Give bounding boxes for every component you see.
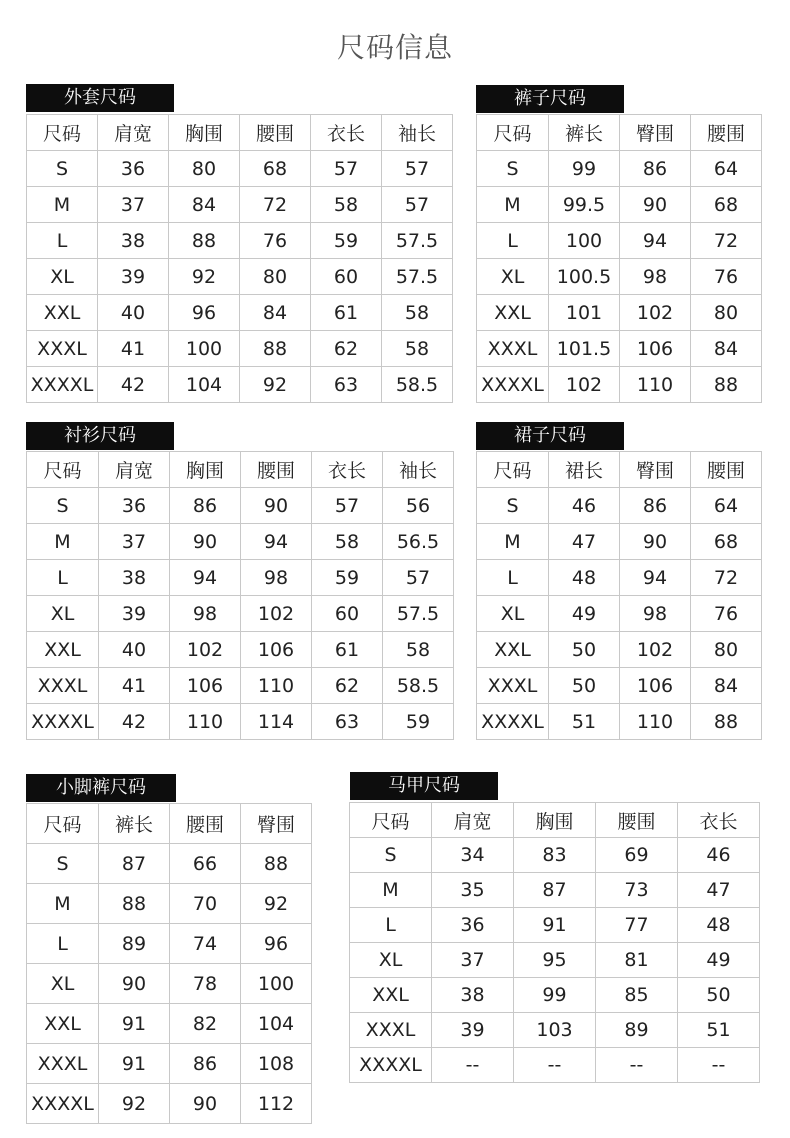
measurement-cell: 59 <box>383 704 454 740</box>
measurement-cell: 57 <box>311 151 382 187</box>
table-row <box>350 943 760 978</box>
table-row <box>477 331 762 367</box>
measurement-cell: 36 <box>99 488 170 524</box>
header-row <box>477 452 762 488</box>
table-row <box>477 704 762 740</box>
column-header: 衣长 <box>678 803 760 838</box>
column-header: 尺码 <box>27 804 99 844</box>
column-header: 裤长 <box>99 804 170 844</box>
size-label-cell: XL <box>27 596 99 632</box>
pants-size-table <box>476 114 762 403</box>
measurement-cell: 76 <box>240 223 311 259</box>
size-label-cell: M <box>477 524 549 560</box>
measurement-cell: 68 <box>240 151 311 187</box>
table-row <box>27 704 454 740</box>
measurement-cell: 57 <box>383 560 454 596</box>
table-row <box>27 524 454 560</box>
measurement-cell: 58.5 <box>383 668 454 704</box>
header-row <box>27 804 312 844</box>
size-label-cell: XL <box>27 964 99 1004</box>
table-row <box>350 1048 760 1083</box>
measurement-cell: 73 <box>596 873 678 908</box>
measurement-cell: -- <box>596 1048 678 1083</box>
measurement-cell: 51 <box>549 704 620 740</box>
measurement-cell: 110 <box>170 704 241 740</box>
measurement-cell: 86 <box>620 488 691 524</box>
measurement-cell: 102 <box>549 367 620 403</box>
measurement-cell: 91 <box>514 908 596 943</box>
measurement-cell: 82 <box>170 1004 241 1044</box>
table-row <box>27 668 454 704</box>
measurement-cell: 57 <box>312 488 383 524</box>
size-label-cell: XXXXL <box>350 1048 432 1083</box>
measurement-cell: 86 <box>170 488 241 524</box>
size-label-cell: L <box>477 560 549 596</box>
measurement-cell: 88 <box>691 704 762 740</box>
measurement-cell: 80 <box>240 259 311 295</box>
measurement-cell: 100 <box>241 964 312 1004</box>
measurement-cell: 46 <box>678 838 760 873</box>
measurement-cell: 40 <box>99 632 170 668</box>
measurement-cell: 101 <box>549 295 620 331</box>
size-label-cell: XXXL <box>27 1044 99 1084</box>
header-row <box>27 115 453 151</box>
measurement-cell: 90 <box>241 488 312 524</box>
table-row <box>27 259 453 295</box>
table-row <box>27 331 453 367</box>
measurement-cell: -- <box>678 1048 760 1083</box>
measurement-cell: 80 <box>691 295 762 331</box>
table-row <box>27 560 454 596</box>
measurement-cell: 106 <box>620 668 691 704</box>
column-header: 胸围 <box>170 452 241 488</box>
size-label-cell: XL <box>477 259 549 295</box>
column-header: 腰围 <box>170 804 241 844</box>
measurement-cell: 59 <box>311 223 382 259</box>
measurement-cell: 38 <box>432 978 514 1013</box>
measurement-cell: 94 <box>241 524 312 560</box>
measurement-cell: 83 <box>514 838 596 873</box>
column-header: 腰围 <box>596 803 678 838</box>
measurement-cell: 110 <box>620 367 691 403</box>
size-label-cell: L <box>477 223 549 259</box>
column-header: 衣长 <box>311 115 382 151</box>
size-label-cell: XXXL <box>477 331 549 367</box>
measurement-cell: 38 <box>98 223 169 259</box>
measurement-cell: 51 <box>678 1013 760 1048</box>
measurement-cell: 41 <box>99 668 170 704</box>
measurement-cell: 50 <box>678 978 760 1013</box>
measurement-cell: 86 <box>170 1044 241 1084</box>
measurement-cell: 56 <box>383 488 454 524</box>
measurement-cell: 99.5 <box>549 187 620 223</box>
measurement-cell: 50 <box>549 632 620 668</box>
measurement-cell: 58 <box>311 187 382 223</box>
size-label-cell: XL <box>477 596 549 632</box>
table-row <box>27 844 312 884</box>
measurement-cell: 61 <box>311 295 382 331</box>
measurement-cell: 84 <box>691 668 762 704</box>
table-row <box>477 151 762 187</box>
measurement-cell: 106 <box>241 632 312 668</box>
column-header: 肩宽 <box>98 115 169 151</box>
table-row <box>477 596 762 632</box>
skirt-section-label: 裙子尺码 <box>476 422 624 450</box>
table-row <box>27 1084 312 1124</box>
column-header: 臀围 <box>241 804 312 844</box>
size-label-cell: XXXXL <box>27 1084 99 1124</box>
measurement-cell: 57.5 <box>383 596 454 632</box>
header-row <box>477 115 762 151</box>
column-header: 尺码 <box>27 115 98 151</box>
measurement-cell: 35 <box>432 873 514 908</box>
measurement-cell: 90 <box>99 964 170 1004</box>
measurement-cell: 37 <box>432 943 514 978</box>
measurement-cell: 70 <box>170 884 241 924</box>
measurement-cell: 91 <box>99 1004 170 1044</box>
column-header: 胸围 <box>514 803 596 838</box>
measurement-cell: 57 <box>382 151 453 187</box>
size-label-cell: L <box>27 924 99 964</box>
measurement-cell: 110 <box>241 668 312 704</box>
measurement-cell: 36 <box>98 151 169 187</box>
page-title: 尺码信息 <box>336 31 453 64</box>
measurement-cell: 49 <box>678 943 760 978</box>
table-row <box>27 151 453 187</box>
measurement-cell: 63 <box>312 704 383 740</box>
size-label-cell: XXXXL <box>27 704 99 740</box>
size-label-cell: S <box>477 488 549 524</box>
shirt-size-table <box>26 451 454 740</box>
size-label-cell: M <box>27 187 98 223</box>
measurement-cell: 72 <box>691 223 762 259</box>
column-header: 尺码 <box>350 803 432 838</box>
measurement-cell: 58 <box>312 524 383 560</box>
measurement-cell: 64 <box>691 151 762 187</box>
measurement-cell: 74 <box>170 924 241 964</box>
measurement-cell: 101.5 <box>549 331 620 367</box>
measurement-cell: 77 <box>596 908 678 943</box>
measurement-cell: 94 <box>620 223 691 259</box>
column-header: 臀围 <box>620 115 691 151</box>
measurement-cell: 62 <box>311 331 382 367</box>
measurement-cell: 66 <box>170 844 241 884</box>
measurement-cell: 46 <box>549 488 620 524</box>
size-label-cell: S <box>350 838 432 873</box>
measurement-cell: 112 <box>241 1084 312 1124</box>
measurement-cell: 98 <box>170 596 241 632</box>
measurement-cell: 88 <box>169 223 240 259</box>
measurement-cell: 94 <box>170 560 241 596</box>
measurement-cell: 39 <box>99 596 170 632</box>
table-row <box>477 223 762 259</box>
measurement-cell: 69 <box>596 838 678 873</box>
measurement-cell: 108 <box>241 1044 312 1084</box>
measurement-cell: 58 <box>382 295 453 331</box>
size-label-cell: S <box>27 844 99 884</box>
measurement-cell: 114 <box>241 704 312 740</box>
measurement-cell: 92 <box>99 1084 170 1124</box>
jacket-section-label: 外套尺码 <box>26 84 174 112</box>
measurement-cell: 81 <box>596 943 678 978</box>
measurement-cell: 72 <box>240 187 311 223</box>
measurement-cell: 90 <box>620 187 691 223</box>
measurement-cell: 80 <box>169 151 240 187</box>
measurement-cell: 58 <box>382 331 453 367</box>
measurement-cell: 38 <box>99 560 170 596</box>
measurement-cell: 78 <box>170 964 241 1004</box>
size-label-cell: S <box>27 488 99 524</box>
table-row <box>27 187 453 223</box>
table-row <box>27 295 453 331</box>
measurement-cell: 48 <box>678 908 760 943</box>
measurement-cell: 90 <box>620 524 691 560</box>
measurement-cell: 86 <box>620 151 691 187</box>
measurement-cell: 59 <box>312 560 383 596</box>
vest-section-label: 马甲尺码 <box>350 772 498 800</box>
measurement-cell: 90 <box>170 1084 241 1124</box>
measurement-cell: 90 <box>170 524 241 560</box>
size-label-cell: XXL <box>350 978 432 1013</box>
measurement-cell: 76 <box>691 259 762 295</box>
table-row <box>350 908 760 943</box>
measurement-cell: 100 <box>549 223 620 259</box>
measurement-cell: 88 <box>240 331 311 367</box>
table-row <box>27 924 312 964</box>
measurement-cell: 110 <box>620 704 691 740</box>
measurement-cell: 34 <box>432 838 514 873</box>
measurement-cell: 102 <box>620 295 691 331</box>
measurement-cell: 57.5 <box>382 223 453 259</box>
size-label-cell: L <box>27 223 98 259</box>
column-header: 胸围 <box>169 115 240 151</box>
size-label-cell: XXL <box>477 295 549 331</box>
table-row <box>477 295 762 331</box>
jacket-size-table <box>26 114 453 403</box>
measurement-cell: -- <box>514 1048 596 1083</box>
measurement-cell: 42 <box>98 367 169 403</box>
column-header: 袖长 <box>382 115 453 151</box>
measurement-cell: 87 <box>514 873 596 908</box>
measurement-cell: 99 <box>514 978 596 1013</box>
measurement-cell: 60 <box>312 596 383 632</box>
measurement-cell: 102 <box>170 632 241 668</box>
size-label-cell: XL <box>350 943 432 978</box>
table-row <box>350 873 760 908</box>
size-label-cell: M <box>27 524 99 560</box>
table-row <box>477 632 762 668</box>
table-row <box>27 596 454 632</box>
measurement-cell: 92 <box>240 367 311 403</box>
measurement-cell: 106 <box>620 331 691 367</box>
measurement-cell: 57 <box>382 187 453 223</box>
measurement-cell: 85 <box>596 978 678 1013</box>
size-label-cell: XXXL <box>27 331 98 367</box>
measurement-cell: 87 <box>99 844 170 884</box>
table-row <box>477 488 762 524</box>
measurement-cell: 92 <box>169 259 240 295</box>
measurement-cell: 76 <box>691 596 762 632</box>
table-row <box>477 367 762 403</box>
size-label-cell: S <box>27 151 98 187</box>
size-label-cell: XXXXL <box>27 367 98 403</box>
measurement-cell: 39 <box>98 259 169 295</box>
measurement-cell: 61 <box>312 632 383 668</box>
measurement-cell: 42 <box>99 704 170 740</box>
measurement-cell: 88 <box>99 884 170 924</box>
measurement-cell: 64 <box>691 488 762 524</box>
size-label-cell: L <box>27 560 99 596</box>
size-label-cell: XXXL <box>477 668 549 704</box>
measurement-cell: 62 <box>312 668 383 704</box>
measurement-cell: 106 <box>170 668 241 704</box>
vest-size-table <box>349 802 760 1083</box>
measurement-cell: 96 <box>241 924 312 964</box>
table-row <box>27 1004 312 1044</box>
table-row <box>350 838 760 873</box>
table-row <box>477 524 762 560</box>
slim-pants-size-table <box>26 803 312 1124</box>
size-label-cell: XXL <box>27 295 98 331</box>
measurement-cell: 57.5 <box>382 259 453 295</box>
measurement-cell: 98 <box>241 560 312 596</box>
column-header: 裙长 <box>549 452 620 488</box>
table-row <box>27 488 454 524</box>
size-label-cell: L <box>350 908 432 943</box>
measurement-cell: 60 <box>311 259 382 295</box>
measurement-cell: 72 <box>691 560 762 596</box>
table-row <box>477 187 762 223</box>
size-label-cell: XXXXL <box>477 367 549 403</box>
measurement-cell: 102 <box>620 632 691 668</box>
measurement-cell: 47 <box>678 873 760 908</box>
skirt-size-table <box>476 451 762 740</box>
measurement-cell: 96 <box>169 295 240 331</box>
measurement-cell: 47 <box>549 524 620 560</box>
table-row <box>27 632 454 668</box>
measurement-cell: 100.5 <box>549 259 620 295</box>
measurement-cell: 92 <box>241 884 312 924</box>
pants-section-label: 裤子尺码 <box>476 85 624 113</box>
measurement-cell: 88 <box>691 367 762 403</box>
size-label-cell: XXL <box>27 1004 99 1044</box>
measurement-cell: 41 <box>98 331 169 367</box>
measurement-cell: 99 <box>549 151 620 187</box>
measurement-cell: 40 <box>98 295 169 331</box>
column-header: 尺码 <box>477 452 549 488</box>
column-header: 尺码 <box>477 115 549 151</box>
column-header: 腰围 <box>691 452 762 488</box>
measurement-cell: 88 <box>241 844 312 884</box>
measurement-cell: 80 <box>691 632 762 668</box>
measurement-cell: 100 <box>169 331 240 367</box>
measurement-cell: 84 <box>691 331 762 367</box>
table-row <box>350 1013 760 1048</box>
slim-pants-section-label: 小脚裤尺码 <box>26 774 176 802</box>
measurement-cell: 103 <box>514 1013 596 1048</box>
size-label-cell: XXXL <box>27 668 99 704</box>
measurement-cell: 84 <box>169 187 240 223</box>
measurement-cell: 94 <box>620 560 691 596</box>
table-row <box>27 367 453 403</box>
size-label-cell: M <box>350 873 432 908</box>
column-header: 衣长 <box>312 452 383 488</box>
size-label-cell: XXXL <box>350 1013 432 1048</box>
size-label-cell: XXXXL <box>477 704 549 740</box>
measurement-cell: 98 <box>620 259 691 295</box>
measurement-cell: 58.5 <box>382 367 453 403</box>
size-label-cell: S <box>477 151 549 187</box>
table-row <box>27 223 453 259</box>
header-row <box>350 803 760 838</box>
measurement-cell: 98 <box>620 596 691 632</box>
column-header: 肩宽 <box>432 803 514 838</box>
measurement-cell: 104 <box>241 1004 312 1044</box>
measurement-cell: 89 <box>596 1013 678 1048</box>
measurement-cell: 95 <box>514 943 596 978</box>
table-row <box>27 1044 312 1084</box>
column-header: 肩宽 <box>99 452 170 488</box>
measurement-cell: -- <box>432 1048 514 1083</box>
measurement-cell: 102 <box>241 596 312 632</box>
measurement-cell: 84 <box>240 295 311 331</box>
measurement-cell: 36 <box>432 908 514 943</box>
measurement-cell: 104 <box>169 367 240 403</box>
table-row <box>27 884 312 924</box>
column-header: 腰围 <box>691 115 762 151</box>
column-header: 袖长 <box>383 452 454 488</box>
measurement-cell: 37 <box>99 524 170 560</box>
shirt-section-label: 衬衫尺码 <box>26 422 174 450</box>
size-label-cell: XXL <box>477 632 549 668</box>
column-header: 尺码 <box>27 452 99 488</box>
measurement-cell: 39 <box>432 1013 514 1048</box>
size-label-cell: XXL <box>27 632 99 668</box>
header-row <box>27 452 454 488</box>
measurement-cell: 50 <box>549 668 620 704</box>
measurement-cell: 58 <box>383 632 454 668</box>
column-header: 裤长 <box>549 115 620 151</box>
size-label-cell: XL <box>27 259 98 295</box>
measurement-cell: 48 <box>549 560 620 596</box>
table-row <box>477 668 762 704</box>
measurement-cell: 68 <box>691 524 762 560</box>
column-header: 臀围 <box>620 452 691 488</box>
table-row <box>477 259 762 295</box>
table-row <box>350 978 760 1013</box>
column-header: 腰围 <box>240 115 311 151</box>
measurement-cell: 56.5 <box>383 524 454 560</box>
table-row <box>27 964 312 1004</box>
measurement-cell: 63 <box>311 367 382 403</box>
measurement-cell: 37 <box>98 187 169 223</box>
measurement-cell: 91 <box>99 1044 170 1084</box>
size-label-cell: M <box>477 187 549 223</box>
column-header: 腰围 <box>241 452 312 488</box>
measurement-cell: 68 <box>691 187 762 223</box>
table-row <box>477 560 762 596</box>
measurement-cell: 49 <box>549 596 620 632</box>
measurement-cell: 89 <box>99 924 170 964</box>
size-label-cell: M <box>27 884 99 924</box>
